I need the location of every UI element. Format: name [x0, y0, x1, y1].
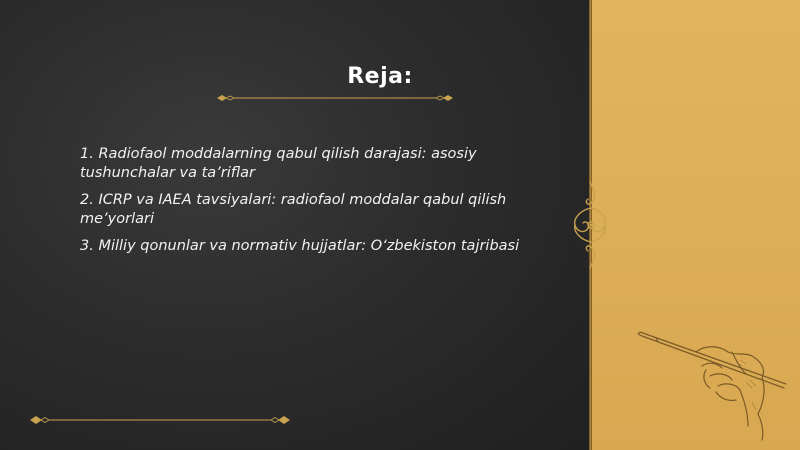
- agenda-item-1: 1. Radiofaol moddalarning qabul qilish darajasi: asosiy tushunchalar va ta’riflar: [80, 146, 477, 181]
- agenda-item-3: 3. Milliy qonunlar va normativ hujjatlar: O‘zbekiston tajribasi: [80, 238, 520, 254]
- hand-holding-pen-icon: [636, 322, 792, 442]
- slide-title: Reja:: [347, 64, 413, 89]
- footer-divider-icon: [28, 414, 292, 426]
- title-underline-icon: [215, 93, 455, 103]
- scroll-flourish-icon: [561, 180, 619, 270]
- agenda-list: [80, 145, 550, 264]
- agenda-item-2: 2. ICRP va IAEA tavsiyalari: radiofaol moddalar qabul qilish me’yorlari: [80, 192, 507, 227]
